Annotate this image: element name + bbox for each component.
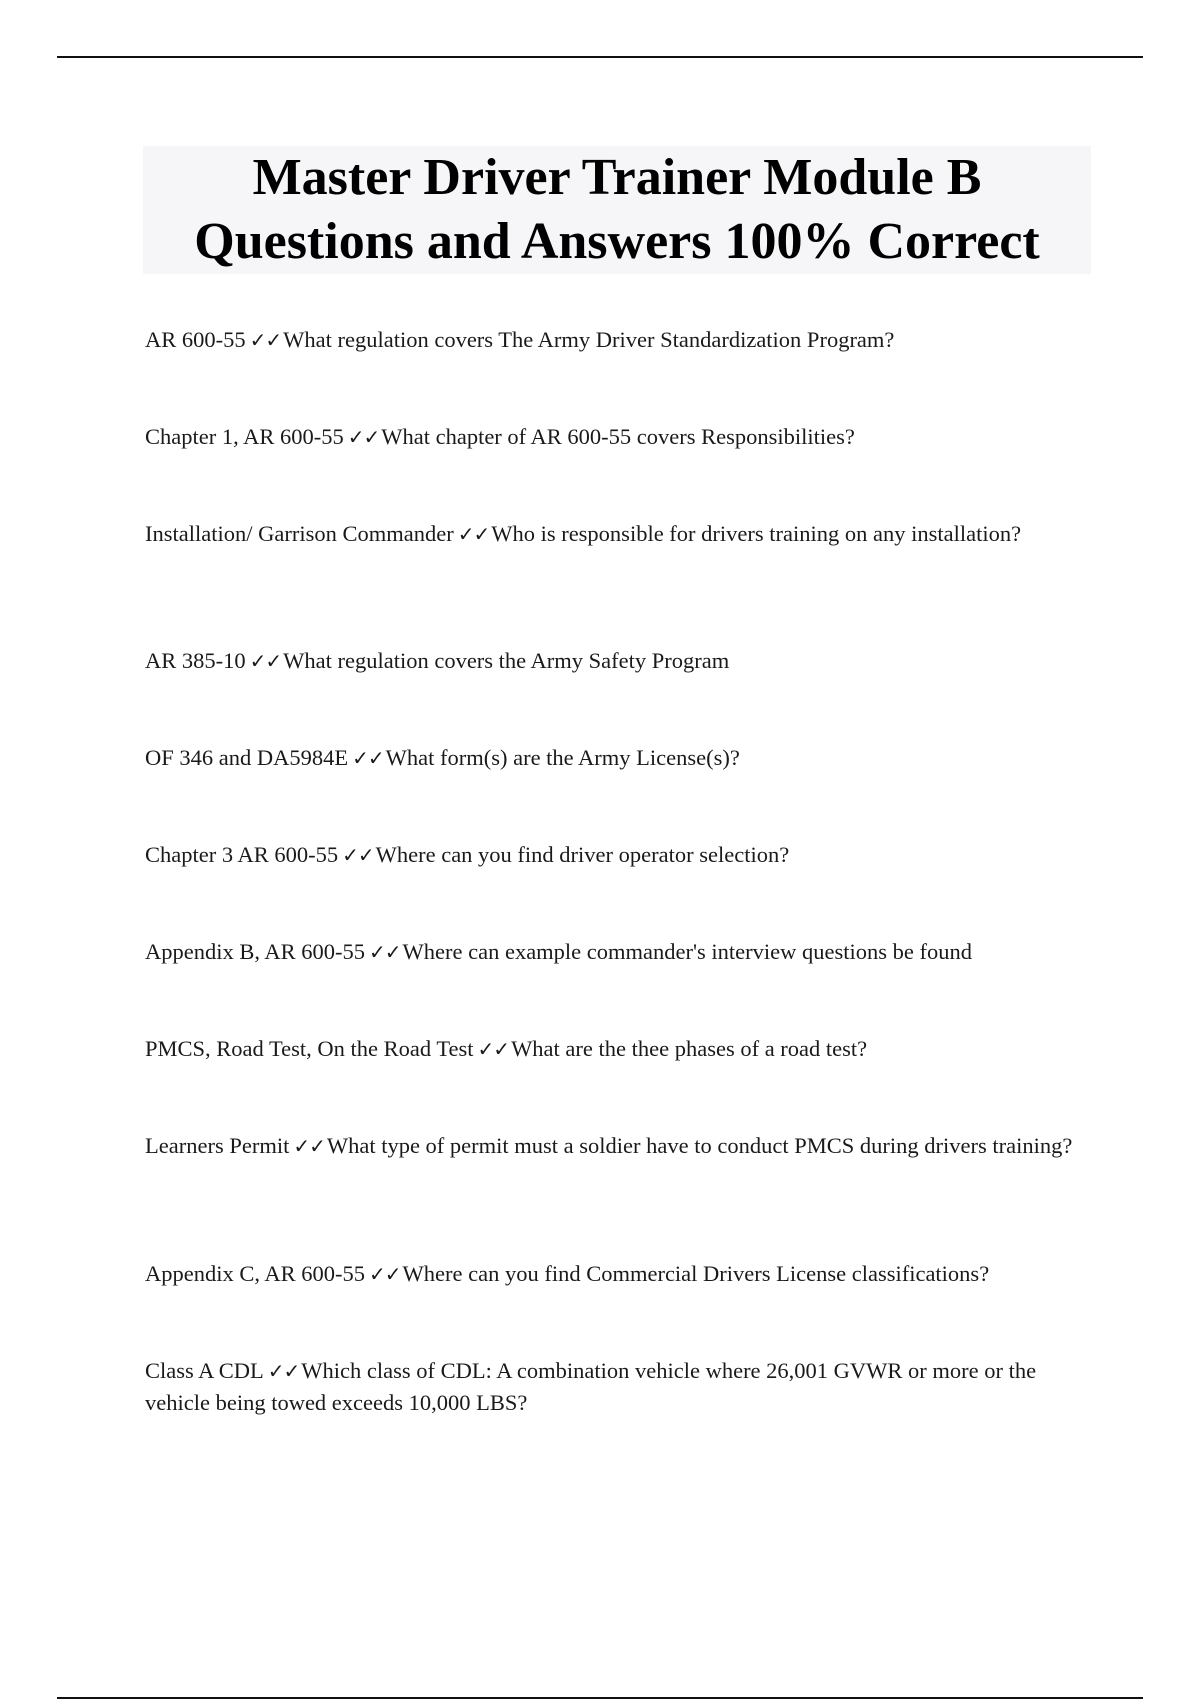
answer: AR 385-10 [145, 648, 246, 673]
check-icon: ✓✓ [369, 940, 401, 964]
question: What type of permit must a soldier have to conduct PMCS during drivers training? [326, 1133, 1073, 1158]
check-icon: ✓✓ [342, 843, 374, 867]
document-title [143, 146, 1091, 274]
check-icon: ✓✓ [293, 1134, 325, 1158]
qa-item [145, 1355, 1085, 1418]
answer: PMCS, Road Test, On the Road Test [145, 1036, 474, 1061]
question: What form(s) are the Army License(s)? [385, 745, 740, 770]
question: Which class of CDL: A combination vehicle where 26,001 GVWR or more or the vehicle being towed exceeds 10,000 LBS? [145, 1358, 1037, 1415]
qa-item [145, 421, 1085, 453]
bottom-divider [57, 1697, 1143, 1699]
qa-item [145, 742, 1085, 774]
answer: OF 346 and DA5984E [145, 745, 349, 770]
check-icon: ✓✓ [267, 1359, 300, 1383]
answer: Chapter 3 AR 600-55 [145, 842, 339, 867]
question: Where can you find driver operator selection? [375, 842, 790, 867]
check-icon: ✓✓ [347, 425, 380, 449]
answer: Appendix B, AR 600-55 [145, 939, 366, 964]
qa-item [145, 324, 1085, 356]
question: Where can example commander's interview questions be found [402, 939, 973, 964]
answer: AR 600-55 [145, 327, 246, 352]
check-icon: ✓✓ [477, 1037, 510, 1061]
check-icon: ✓✓ [457, 522, 490, 546]
qa-item [145, 645, 1085, 677]
answer: Appendix C, AR 600-55 [145, 1261, 366, 1286]
question: What are the thee phases of a road test? [511, 1036, 868, 1061]
title-line-2: Questions and Answers 100% Correct [194, 213, 1040, 270]
answer: Installation/ Garrison Commander [145, 521, 454, 546]
qa-item [145, 1033, 1085, 1065]
question: What chapter of AR 600-55 covers Responsibilities? [381, 424, 855, 449]
answer: Learners Permit [145, 1133, 290, 1158]
title-line-1: Master Driver Trainer Module B [252, 149, 982, 206]
qa-item [145, 1258, 1085, 1290]
answer: Class A CDL [145, 1358, 264, 1383]
qa-item [145, 1130, 1085, 1162]
question: Where can you find Commercial Drivers License classifications? [402, 1261, 990, 1286]
question: What regulation covers The Army Driver Standardization Program? [283, 327, 895, 352]
check-icon: ✓✓ [352, 746, 384, 770]
top-divider [57, 56, 1143, 58]
qa-item [145, 518, 1085, 550]
qa-item [145, 936, 1085, 968]
question: Who is responsible for drivers training on any installation? [491, 521, 1022, 546]
qa-item [145, 839, 1085, 871]
check-icon: ✓✓ [249, 328, 282, 352]
question: What regulation covers the Army Safety Program [283, 648, 730, 673]
check-icon: ✓✓ [249, 649, 282, 673]
check-icon: ✓✓ [369, 1262, 401, 1286]
answer: Chapter 1, AR 600-55 [145, 424, 344, 449]
